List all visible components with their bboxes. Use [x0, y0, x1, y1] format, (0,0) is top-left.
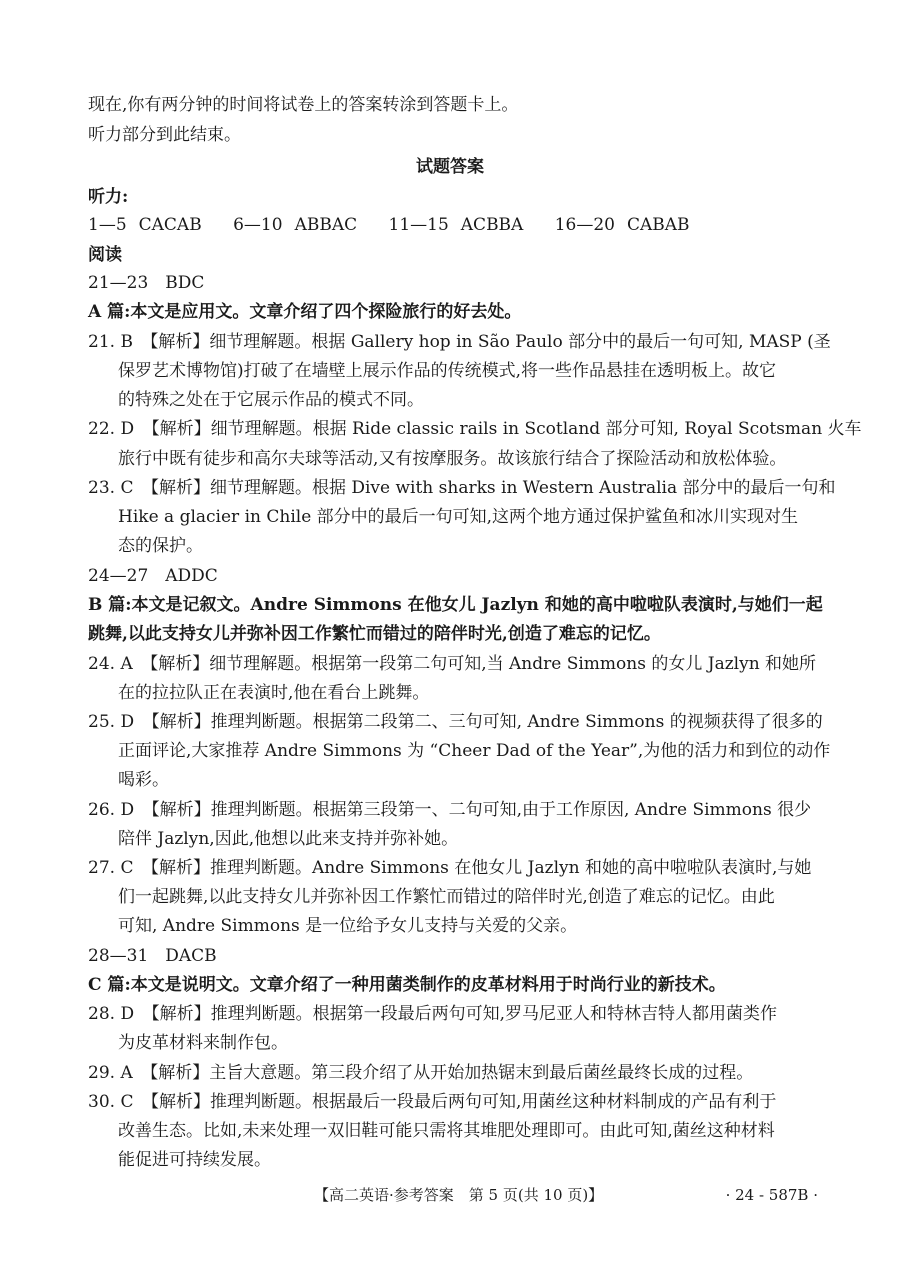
listening-answers — [88, 210, 816, 240]
answer-group-a: 21—23 BDC — [88, 273, 205, 293]
answer-range: 16—20 — [554, 215, 615, 235]
listening-heading: 听力: — [88, 187, 129, 207]
q25-line-2: 正面评论,大家推荐 Andre Simmons 为 “Cheer Dad of the Year”,为他的活力和到位的动作 — [118, 741, 831, 761]
q27-line-2: 们一起跳舞,以此支持女儿并弥补因工作繁忙而错过的陪伴时光,创造了难忘的记忆。由此 — [118, 887, 775, 907]
q30-line-1: 30. C 【解析】推理判断题。根据最后一段最后两句可知,用菌丝这种材料制成的产品有利于 — [88, 1092, 777, 1112]
q21-line-3: 的特殊之处在于它展示作品的模式不同。 — [118, 390, 424, 410]
answer-letters: CACAB — [138, 215, 202, 235]
q26-line-1: 26. D 【解析】推理判断题。根据第三段第一、二句可知,由于工作原因, Andre Simmons 很少 — [88, 800, 812, 820]
intro-line-1: 现在,你有两分钟的时间将试卷上的答案转涂到答题卡上。 — [88, 95, 519, 115]
answer-letters: ACBBA — [460, 215, 524, 235]
answer-group-c: 28—31 DACB — [88, 946, 217, 966]
footer-page-info: 【高二英语·参考答案 第 5 页(共 10 页)】 — [314, 1186, 604, 1204]
q23-line-3: 态的保护。 — [118, 536, 203, 556]
q22-line-2: 旅行中既有徒步和高尔夫球等活动,又有按摩服务。故该旅行结合了探险活动和放松体验。 — [118, 449, 787, 469]
q30-line-2: 改善生态。比如,未来处理一双旧鞋可能只需将其堆肥处理即可。由此可知,菌丝这种材料 — [118, 1121, 775, 1141]
footer-doc-code: · 24 - 587B · — [725, 1186, 818, 1204]
answer-letters: ABBAC — [294, 215, 358, 235]
section-b-summary-2: 跳舞,以此支持女儿并弥补因工作繁忙而错过的陪伴时光,创造了难忘的记忆。 — [88, 624, 661, 644]
section-c-summary: C 篇:本文是说明文。文章介绍了一种用菌类制作的皮革材料用于时尚行业的新技术。 — [88, 975, 726, 995]
section-b-summary-1: B 篇:本文是记叙文。Andre Simmons 在他女儿 Jazlyn 和她的高中啦啦队表演时,与她们一起 — [88, 595, 823, 615]
answer-letters: CABAB — [627, 215, 690, 235]
q23-line-2: Hike a glacier in Chile 部分中的最后一句可知,这两个地方通过保护鲨鱼和冰川实现对生 — [118, 507, 799, 527]
page-footer — [0, 1180, 900, 1210]
q22-line-1: 22. D 【解析】细节理解题。根据 Ride classic rails in Scotland 部分可知, Royal Scotsman 火车 — [88, 419, 862, 439]
q24-line-1: 24. A 【解析】细节理解题。根据第一段第二句可知,当 Andre Simmons 的女儿 Jazlyn 和她所 — [88, 654, 817, 674]
q27-line-3: 可知, Andre Simmons 是一位给予女儿支持与关爱的父亲。 — [118, 916, 578, 936]
q28-line-1: 28. D 【解析】推理判断题。根据第一段最后两句可知,罗马尼亚人和特林吉特人都用菌类作 — [88, 1004, 777, 1024]
q26-line-2: 陪伴 Jazlyn,因此,他想以此来支持并弥补她。 — [118, 829, 459, 849]
page-title: 试题答案 — [416, 157, 484, 177]
answer-range: 1—5 — [88, 215, 127, 235]
q21-line-1: 21. B 【解析】细节理解题。根据 Gallery hop in São Paulo 部分中的最后一句可知, MASP (圣 — [88, 332, 831, 352]
q25-line-3: 喝彩。 — [118, 770, 169, 790]
q25-line-1: 25. D 【解析】推理判断题。根据第二段第二、三句可知, Andre Simmons 的视频获得了很多的 — [88, 712, 823, 732]
q28-line-2: 为皮革材料来制作包。 — [118, 1033, 288, 1053]
q21-line-2: 保罗艺术博物馆)打破了在墙壁上展示作品的传统模式,将一些作品悬挂在透明板上。故它 — [118, 361, 777, 381]
q24-line-2: 在的拉拉队正在表演时,他在看台上跳舞。 — [118, 683, 430, 703]
intro-line-2: 听力部分到此结束。 — [88, 125, 241, 145]
q29-line-1: 29. A 【解析】主旨大意题。第三段介绍了从开始加热锯末到最后菌丝最终长成的过程。 — [88, 1063, 754, 1083]
answer-range: 6—10 — [233, 215, 283, 235]
q30-line-3: 能促进可持续发展。 — [118, 1150, 271, 1170]
reading-heading: 阅读 — [88, 245, 122, 265]
answer-group-b: 24—27 ADDC — [88, 566, 218, 586]
q27-line-1: 27. C 【解析】推理判断题。Andre Simmons 在他女儿 Jazlyn 和她的高中啦啦队表演时,与她 — [88, 858, 812, 878]
q23-line-1: 23. C 【解析】细节理解题。根据 Dive with sharks in Western Australia 部分中的最后一句和 — [88, 478, 836, 498]
section-a-summary: A 篇:本文是应用文。文章介绍了四个探险旅行的好去处。 — [88, 302, 522, 322]
answer-range: 11—15 — [388, 215, 449, 235]
